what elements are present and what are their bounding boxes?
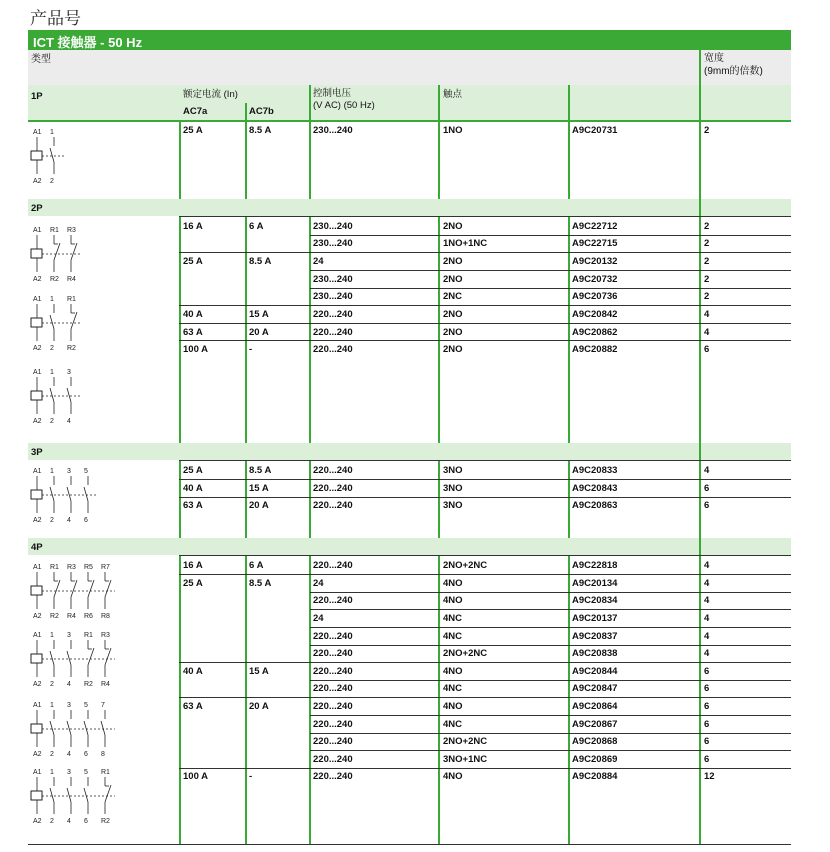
- cell-ac7b: 20 A: [249, 327, 269, 338]
- cell-ac7b: 8.5 A: [249, 125, 272, 136]
- cell-contact: 3NO: [443, 465, 463, 476]
- cell-width: 6: [704, 701, 710, 712]
- row-separator: [179, 697, 791, 698]
- header-ac7b: AC7b: [249, 106, 274, 117]
- wiring-diagram: [30, 368, 130, 430]
- cell-ac7a: 100 A: [183, 771, 208, 782]
- diagram-terminal-label: A2: [33, 613, 42, 620]
- row-separator: [179, 479, 791, 480]
- cell-ac7b: 6 A: [249, 560, 264, 571]
- diagram-terminal-label: A2: [33, 751, 42, 758]
- cell-voltage: 220...240: [313, 560, 353, 571]
- cell-contact: 2NO: [443, 327, 463, 338]
- cell-contact: 3NO: [443, 483, 463, 494]
- diagram-terminal-label: 8: [101, 751, 105, 758]
- header-rated-current: 额定电流 (In): [183, 89, 238, 100]
- column-divider-header-contacts: [438, 85, 440, 120]
- column-divider-header-voltage: [309, 85, 311, 120]
- diagram-terminal-label: 6: [84, 517, 88, 524]
- row-separator: [310, 715, 791, 716]
- cell-ref: A9C20869: [572, 754, 618, 765]
- row-separator: [310, 609, 791, 610]
- cell-contact: 2NO: [443, 221, 463, 232]
- column-divider: [179, 555, 181, 844]
- diagram-terminal-label: 4: [67, 517, 71, 524]
- diagram-terminal-label: R8: [101, 613, 110, 620]
- section-4p-band: [28, 538, 791, 555]
- cell-voltage: 230...240: [313, 221, 353, 232]
- cell-voltage: 220...240: [313, 309, 353, 320]
- row-separator: [179, 662, 791, 663]
- cell-voltage: 220...240: [313, 754, 353, 765]
- section-label-1p: 1P: [31, 91, 43, 102]
- diagram-terminal-label: 2: [50, 517, 54, 524]
- cell-ref: A9C20134: [572, 578, 618, 589]
- cell-ref: A9C20731: [572, 125, 618, 136]
- cell-voltage: 230...240: [313, 125, 353, 136]
- cell-contact: 4NO: [443, 701, 463, 712]
- cell-voltage: 230...240: [313, 238, 353, 249]
- diagram-terminal-label: A2: [33, 418, 42, 425]
- column-divider: [245, 216, 247, 443]
- cell-ref: A9C20833: [572, 465, 618, 476]
- cell-voltage: 220...240: [313, 631, 353, 642]
- cell-ref: A9C22712: [572, 221, 618, 232]
- cell-ref: A9C20882: [572, 344, 618, 355]
- diagram-terminal-label: A1: [33, 564, 42, 571]
- diagram-terminal-label: 4: [67, 418, 71, 425]
- column-divider: [568, 460, 570, 538]
- diagram-terminal-label: R4: [101, 681, 110, 688]
- diagram-terminal-label: R3: [101, 632, 110, 639]
- diagram-terminal-label: 6: [84, 751, 88, 758]
- section-1p-header-width: [701, 85, 791, 120]
- diagram-terminal-label: 1: [50, 129, 54, 136]
- diagram-terminal-label: 4: [67, 681, 71, 688]
- diagram-terminal-label: 3: [67, 632, 71, 639]
- cell-ac7b: 8.5 A: [249, 578, 272, 589]
- cell-ref: A9C20837: [572, 631, 618, 642]
- diagram-terminal-label: 7: [101, 702, 105, 709]
- diagram-terminal-label: 1: [50, 369, 54, 376]
- row-separator: [179, 340, 791, 341]
- column-divider: [568, 120, 570, 199]
- diagram-terminal-label: 3: [67, 369, 71, 376]
- column-divider: [438, 216, 440, 443]
- section-label-3p: 3P: [31, 447, 43, 458]
- section-top-rule: [179, 216, 791, 217]
- page-title: 产品号: [30, 9, 81, 28]
- wiring-diagram: [30, 128, 130, 190]
- diagram-terminal-label: R2: [67, 345, 76, 352]
- cell-contact: 2NO: [443, 344, 463, 355]
- diagram-terminal-label: 2: [50, 681, 54, 688]
- cell-voltage: 24: [313, 256, 324, 267]
- cell-ac7a: 40 A: [183, 483, 203, 494]
- cell-width: 12: [704, 771, 715, 782]
- row-separator: [179, 252, 791, 253]
- cell-voltage: 220...240: [313, 771, 353, 782]
- diagram-terminal-label: R6: [84, 613, 93, 620]
- cell-ac7a: 25 A: [183, 256, 203, 267]
- cell-ref: A9C20843: [572, 483, 618, 494]
- section-2p-band: [28, 199, 791, 216]
- column-divider: [309, 216, 311, 443]
- diagram-terminal-label: A2: [33, 681, 42, 688]
- cell-ac7b: 8.5 A: [249, 465, 272, 476]
- cell-ac7b: 15 A: [249, 309, 269, 320]
- column-divider: [179, 120, 181, 199]
- row-separator: [179, 323, 791, 324]
- header-control-voltage-2: (V AC) (50 Hz): [313, 100, 375, 111]
- column-divider: [245, 555, 247, 844]
- cell-voltage: 220...240: [313, 465, 353, 476]
- cell-ac7b: 20 A: [249, 500, 269, 511]
- diagram-terminal-label: R1: [50, 564, 59, 571]
- cell-ref: A9C20838: [572, 648, 618, 659]
- diagram-terminal-label: 2: [50, 751, 54, 758]
- diagram-terminal-label: 4: [67, 818, 71, 825]
- cell-width: 4: [704, 613, 710, 624]
- cell-width: 4: [704, 578, 710, 589]
- cell-contact: 4NC: [443, 613, 463, 624]
- cell-contact: 2NO+2NC: [443, 736, 488, 747]
- cell-ref: A9C20137: [572, 613, 618, 624]
- column-divider: [309, 460, 311, 538]
- column-divider: [245, 120, 247, 199]
- row-separator: [179, 305, 791, 306]
- cell-voltage: 24: [313, 578, 324, 589]
- cell-width: 6: [704, 719, 710, 730]
- cell-contact: 3NO+1NC: [443, 754, 488, 765]
- diagram-terminal-label: 5: [84, 468, 88, 475]
- diagram-terminal-label: A2: [33, 517, 42, 524]
- cell-contact: 2NO+2NC: [443, 648, 488, 659]
- row-separator: [310, 627, 791, 628]
- cell-contact: 3NO: [443, 500, 463, 511]
- diagram-terminal-label: A1: [33, 129, 42, 136]
- cell-ref: A9C20868: [572, 736, 618, 747]
- cell-width: 4: [704, 631, 710, 642]
- cell-ac7a: 25 A: [183, 578, 203, 589]
- diagram-terminal-label: R7: [101, 564, 110, 571]
- diagram-terminal-label: 3: [67, 702, 71, 709]
- section-top-rule: [179, 460, 791, 461]
- cell-ac7b: -: [249, 771, 253, 782]
- wiring-diagram: [30, 768, 130, 830]
- diagram-terminal-label: R1: [101, 769, 110, 776]
- cell-ac7a: 40 A: [183, 666, 203, 677]
- cell-ref: A9C20834: [572, 595, 618, 606]
- cell-contact: 2NO+2NC: [443, 560, 488, 571]
- wiring-diagram: [30, 226, 130, 288]
- cell-ac7a: 25 A: [183, 125, 203, 136]
- header-width-2: (9mm的倍数): [704, 66, 763, 77]
- cell-contact: 2NC: [443, 291, 463, 302]
- cell-width: 2: [704, 238, 710, 249]
- diagram-terminal-label: A1: [33, 369, 42, 376]
- header-ac7a: AC7a: [183, 106, 208, 117]
- column-divider: [438, 555, 440, 844]
- diagram-terminal-label: R2: [84, 681, 93, 688]
- cell-ac7b: 15 A: [249, 666, 269, 677]
- cell-ac7a: 100 A: [183, 344, 208, 355]
- wiring-diagram: [30, 631, 130, 693]
- row-separator: [310, 235, 791, 236]
- wiring-diagram: [30, 467, 130, 529]
- cell-ref: A9C20132: [572, 256, 618, 267]
- header-control-voltage-1: 控制电压: [313, 88, 352, 99]
- diagram-terminal-label: R1: [50, 227, 59, 234]
- column-divider: [309, 120, 311, 199]
- header-contacts: 触点: [443, 89, 463, 100]
- diagram-terminal-label: R3: [67, 227, 76, 234]
- diagram-terminal-label: A1: [33, 227, 42, 234]
- cell-ref: A9C20842: [572, 309, 618, 320]
- diagram-terminal-label: A1: [33, 468, 42, 475]
- cell-ac7b: 6 A: [249, 221, 264, 232]
- diagram-terminal-label: R2: [50, 613, 59, 620]
- cell-ref: A9C20847: [572, 683, 618, 694]
- cell-voltage: 220...240: [313, 648, 353, 659]
- cell-contact: 4NO: [443, 666, 463, 677]
- cell-width: 6: [704, 683, 710, 694]
- row-separator: [310, 680, 791, 681]
- cell-width: 6: [704, 483, 710, 494]
- row-separator: [179, 768, 791, 769]
- section-label-2p: 2P: [31, 203, 43, 214]
- cell-ref: A9C20844: [572, 666, 618, 677]
- diagram-terminal-label: A2: [33, 818, 42, 825]
- column-divider: [245, 460, 247, 538]
- cell-ref: A9C22818: [572, 560, 618, 571]
- cell-width: 2: [704, 125, 710, 136]
- diagram-terminal-label: A2: [33, 178, 42, 185]
- column-divider-header-ref: [568, 85, 570, 120]
- cell-width: 4: [704, 648, 710, 659]
- cell-contact: 1NO+1NC: [443, 238, 488, 249]
- cell-width: 4: [704, 309, 710, 320]
- column-divider: [179, 216, 181, 443]
- cell-contact: 4NC: [443, 683, 463, 694]
- cell-voltage: 230...240: [313, 291, 353, 302]
- cell-ref: A9C20884: [572, 771, 618, 782]
- cell-voltage: 220...240: [313, 666, 353, 677]
- cell-ref: A9C20732: [572, 274, 618, 285]
- cell-voltage: 220...240: [313, 701, 353, 712]
- cell-width: 6: [704, 666, 710, 677]
- cell-width: 4: [704, 595, 710, 606]
- cell-voltage: 220...240: [313, 736, 353, 747]
- diagram-terminal-label: R4: [67, 613, 76, 620]
- cell-voltage: 230...240: [313, 274, 353, 285]
- cell-ref: A9C20863: [572, 500, 618, 511]
- diagram-terminal-label: R4: [67, 276, 76, 283]
- diagram-terminal-label: 1: [50, 296, 54, 303]
- diagram-terminal-label: 2: [50, 178, 54, 185]
- row-separator: [179, 574, 791, 575]
- diagram-terminal-label: 4: [67, 751, 71, 758]
- cell-ref: A9C20862: [572, 327, 618, 338]
- cell-ac7a: 16 A: [183, 560, 203, 571]
- cell-ac7b: 8.5 A: [249, 256, 272, 267]
- cell-ref: A9C20864: [572, 701, 618, 712]
- cell-width: 2: [704, 291, 710, 302]
- section-3p-band: [28, 443, 791, 460]
- diagram-terminal-label: 5: [84, 702, 88, 709]
- cell-contact: 2NO: [443, 274, 463, 285]
- cell-ref: A9C20867: [572, 719, 618, 730]
- cell-contact: 4NO: [443, 771, 463, 782]
- diagram-terminal-label: A1: [33, 296, 42, 303]
- cell-ac7a: 63 A: [183, 500, 203, 511]
- diagram-terminal-label: R1: [84, 632, 93, 639]
- diagram-terminal-label: 1: [50, 769, 54, 776]
- cell-ac7a: 63 A: [183, 701, 203, 712]
- cell-voltage: 220...240: [313, 327, 353, 338]
- diagram-terminal-label: 1: [50, 632, 54, 639]
- cell-voltage: 220...240: [313, 683, 353, 694]
- cell-ac7a: 25 A: [183, 465, 203, 476]
- cell-ref: A9C22715: [572, 238, 618, 249]
- diagram-terminal-label: R2: [101, 818, 110, 825]
- cell-width: 4: [704, 560, 710, 571]
- diagram-terminal-label: 2: [50, 818, 54, 825]
- wiring-diagram: [30, 295, 130, 357]
- row-separator: [310, 270, 791, 271]
- table-bottom-rule: [28, 844, 791, 845]
- column-divider: [568, 216, 570, 443]
- column-divider-header-ac7: [245, 103, 247, 120]
- row-separator: [310, 733, 791, 734]
- cell-voltage: 220...240: [313, 719, 353, 730]
- cell-voltage: 220...240: [313, 500, 353, 511]
- cell-width: 2: [704, 256, 710, 267]
- diagram-terminal-label: 3: [67, 468, 71, 475]
- row-separator: [310, 750, 791, 751]
- cell-contact: 4NC: [443, 719, 463, 730]
- column-divider-width: [699, 50, 701, 845]
- cell-voltage: 220...240: [313, 483, 353, 494]
- header-type: 类型: [31, 54, 51, 65]
- diagram-terminal-label: 2: [50, 345, 54, 352]
- diagram-terminal-label: 2: [50, 418, 54, 425]
- cell-width: 4: [704, 465, 710, 476]
- cell-ac7a: 16 A: [183, 221, 203, 232]
- cell-ac7a: 40 A: [183, 309, 203, 320]
- diagram-terminal-label: R2: [50, 276, 59, 283]
- diagram-terminal-label: R5: [84, 564, 93, 571]
- diagram-terminal-label: A2: [33, 345, 42, 352]
- row-separator: [179, 497, 791, 498]
- diagram-terminal-label: A1: [33, 702, 42, 709]
- diagram-terminal-label: R3: [67, 564, 76, 571]
- column-divider: [568, 555, 570, 844]
- cell-width: 6: [704, 500, 710, 511]
- table-title-bar: [28, 30, 791, 50]
- column-divider: [438, 460, 440, 538]
- cell-width: 2: [704, 274, 710, 285]
- header-band: [28, 50, 700, 85]
- diagram-terminal-label: 3: [67, 769, 71, 776]
- cell-voltage: 24: [313, 613, 324, 624]
- cell-contact: 4NO: [443, 578, 463, 589]
- wiring-diagram: [30, 701, 130, 763]
- diagram-terminal-label: R1: [67, 296, 76, 303]
- column-divider: [309, 555, 311, 844]
- wiring-diagram: [30, 563, 130, 625]
- diagram-terminal-label: 6: [84, 818, 88, 825]
- cell-width: 6: [704, 736, 710, 747]
- header-width-1: 宽度: [704, 53, 724, 64]
- section-top-rule: [179, 555, 791, 556]
- column-divider: [438, 120, 440, 199]
- cell-contact: 2NO: [443, 256, 463, 267]
- cell-ac7b: 20 A: [249, 701, 269, 712]
- cell-width: 4: [704, 327, 710, 338]
- diagram-terminal-label: 1: [50, 702, 54, 709]
- diagram-terminal-label: 5: [84, 769, 88, 776]
- cell-voltage: 220...240: [313, 344, 353, 355]
- diagram-terminal-label: A1: [33, 632, 42, 639]
- row-separator: [310, 645, 791, 646]
- column-divider: [179, 460, 181, 538]
- cell-contact: 4NC: [443, 631, 463, 642]
- section-label-4p: 4P: [31, 542, 43, 553]
- diagram-terminal-label: 1: [50, 468, 54, 475]
- cell-voltage: 220...240: [313, 595, 353, 606]
- cell-contact: 2NO: [443, 309, 463, 320]
- cell-width: 6: [704, 754, 710, 765]
- diagram-terminal-label: A2: [33, 276, 42, 283]
- row-separator: [310, 592, 791, 593]
- cell-contact: 4NO: [443, 595, 463, 606]
- cell-width: 2: [704, 221, 710, 232]
- cell-ac7a: 63 A: [183, 327, 203, 338]
- cell-width: 6: [704, 344, 710, 355]
- cell-contact: 1NO: [443, 125, 463, 136]
- cell-ac7b: 15 A: [249, 483, 269, 494]
- row-separator: [28, 120, 791, 122]
- row-separator: [310, 288, 791, 289]
- cell-ref: A9C20736: [572, 291, 618, 302]
- cell-ac7b: -: [249, 344, 253, 355]
- diagram-terminal-label: A1: [33, 769, 42, 776]
- table-title: ICT 接触器 - 50 Hz: [33, 35, 143, 50]
